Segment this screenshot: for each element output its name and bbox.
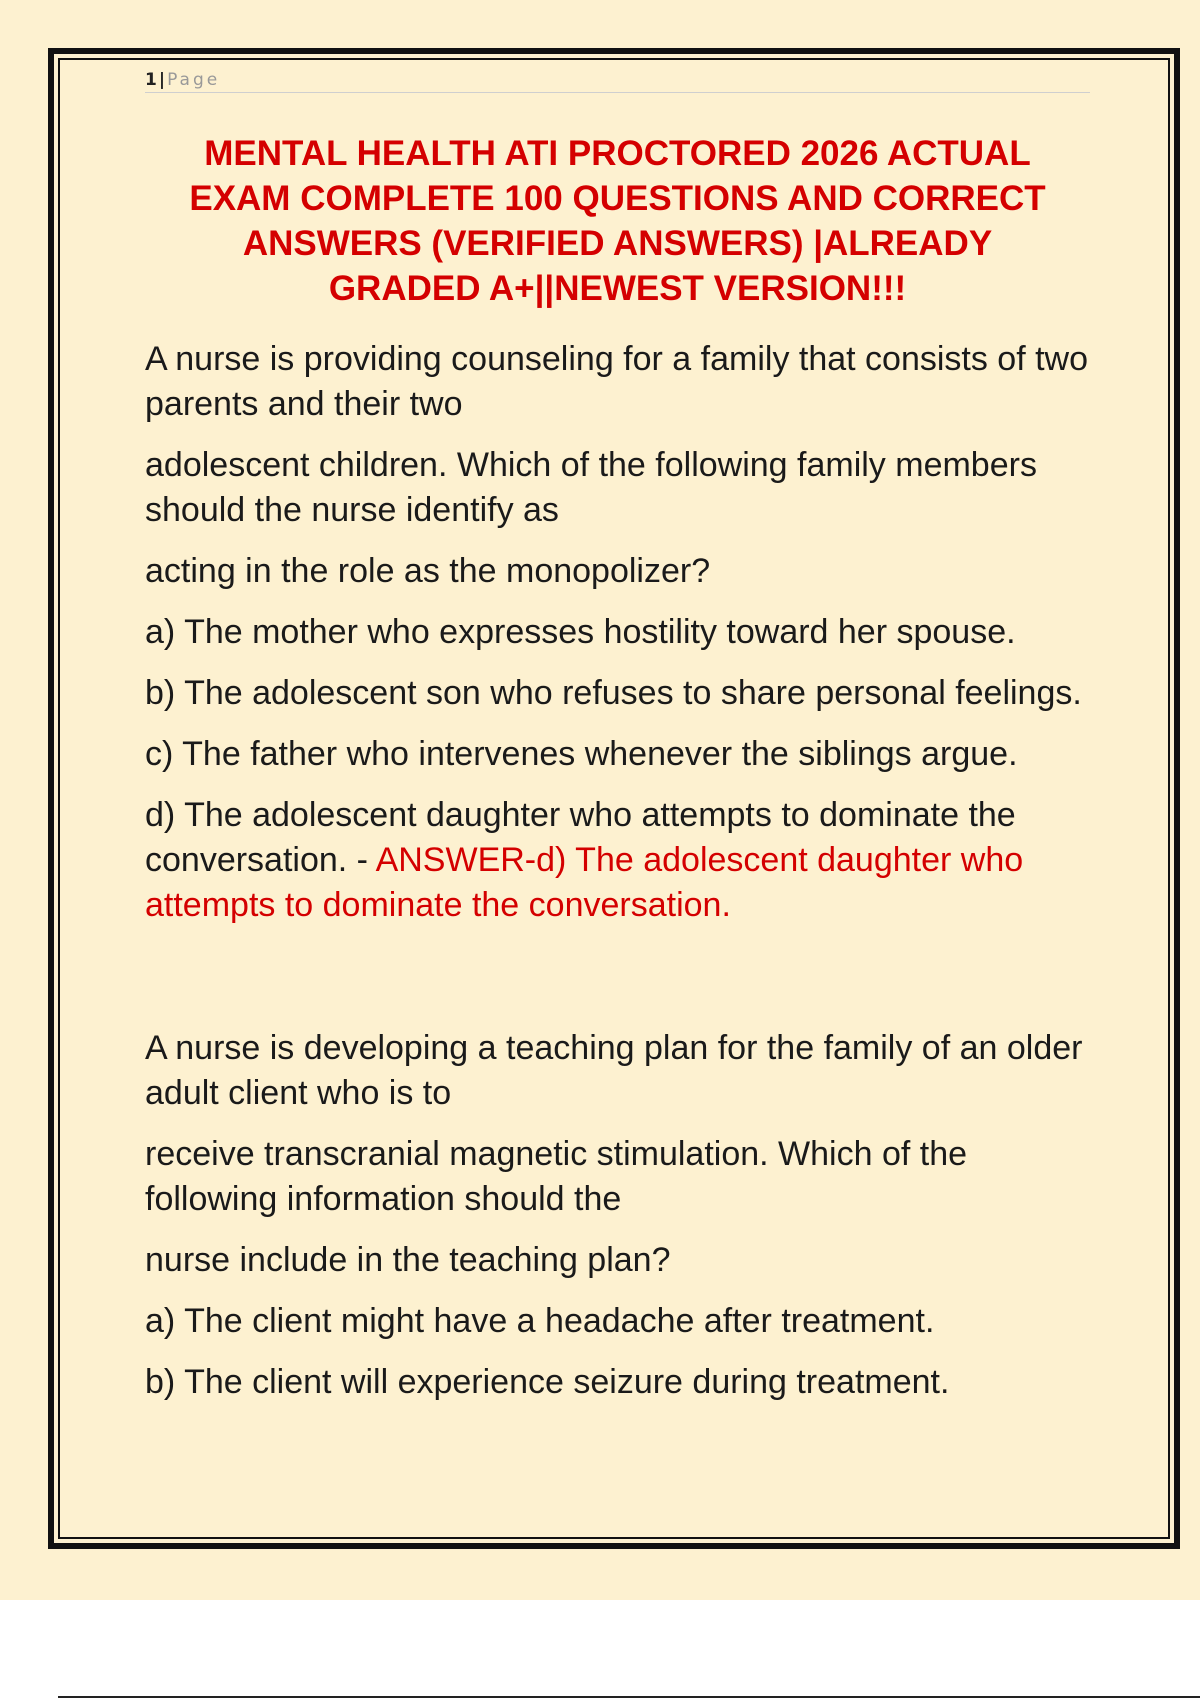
title-line: EXAM COMPLETE 100 QUESTIONS AND CORRECT bbox=[189, 179, 1046, 218]
document-content bbox=[145, 70, 1090, 1421]
question-1 bbox=[145, 337, 1090, 928]
option-b: b) The adolescent son who refuses to share personal feelings. bbox=[145, 674, 1082, 712]
option-a: a) The client might have a headache after treatment. bbox=[145, 1302, 935, 1340]
option-d-text: d) The adolescent daughter who attempts to dominate the conversation. - bbox=[145, 796, 1016, 879]
question-2 bbox=[145, 1026, 1090, 1405]
page-header bbox=[145, 70, 1090, 93]
page-divider bbox=[58, 1696, 1200, 1698]
option-b: b) The client will experience seizure during treatment. bbox=[145, 1363, 950, 1401]
question-stem: A nurse is developing a teaching plan for the family of an older adult client who is to bbox=[145, 1029, 1083, 1112]
document-title bbox=[145, 131, 1090, 311]
option-c: c) The father who intervenes whenever the siblings argue. bbox=[145, 735, 1018, 773]
question-stem: adolescent children. Which of the following family members should the nurse identify as bbox=[145, 446, 1037, 529]
title-line: GRADED A+||NEWEST VERSION!!! bbox=[328, 269, 907, 308]
question-stem: receive transcranial magnetic stimulation. Which of the following information should the bbox=[145, 1135, 968, 1218]
option-d bbox=[145, 793, 1090, 928]
title-line: ANSWERS (VERIFIED ANSWERS) |ALREADY bbox=[242, 224, 993, 263]
question-stem: A nurse is providing counseling for a family that consists of two parents and their two bbox=[145, 340, 1089, 423]
question-stem: nurse include in the teaching plan? bbox=[145, 1241, 671, 1279]
page-label: Page bbox=[167, 70, 221, 90]
page-separator: | bbox=[158, 70, 166, 90]
question-stem: acting in the role as the monopolizer? bbox=[145, 552, 711, 590]
question-spacer bbox=[145, 944, 1090, 1026]
title-line: MENTAL HEALTH ATI PROCTORED 2026 ACTUAL bbox=[204, 134, 1031, 173]
option-a: a) The mother who expresses hostility toward her spouse. bbox=[145, 613, 1016, 651]
page-number: 1 bbox=[145, 70, 157, 90]
correct-answer: ANSWER-d) The adolescent daughter who attempts to dominate the conversation. bbox=[145, 841, 1024, 924]
